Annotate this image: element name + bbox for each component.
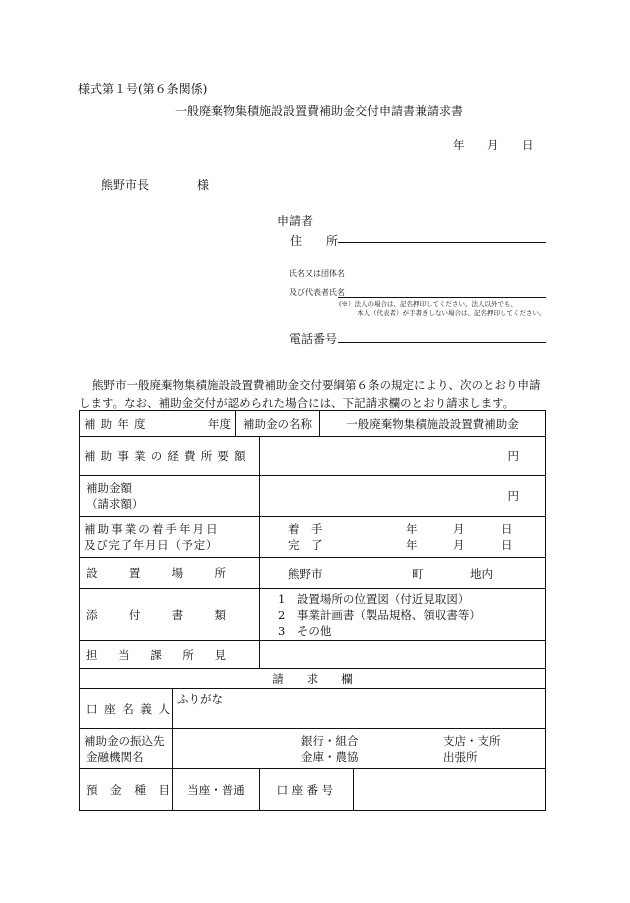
attachment-item-3: 3 その他: [278, 623, 332, 638]
deposit-type-value[interactable]: 当座・普通: [173, 769, 260, 811]
date-year: 年: [453, 138, 465, 152]
subsidy-name-label: 補助金の名称: [236, 411, 320, 437]
address-label: 住 所: [290, 234, 339, 248]
opinion-label: 担 当 課 所 見: [80, 641, 260, 669]
row-account-holder: [80, 689, 546, 729]
name-label-2: 及び代表者氏名: [289, 288, 345, 297]
subsidy-name-value: 一般廃棄物集積施設設置費補助金: [320, 411, 546, 437]
bank-label: [80, 729, 173, 769]
period-label-1: 補助事業の着手年月日: [84, 522, 220, 536]
location-area: 地内: [470, 567, 494, 581]
end-day: 日: [501, 538, 513, 552]
period-value-cell[interactable]: [260, 517, 546, 558]
branch-type-1: 支店・支所: [443, 734, 501, 748]
amount-label: [80, 476, 260, 517]
addressee-name: 熊野市長: [101, 178, 150, 192]
name-label-1: 氏名又は団体名: [289, 269, 345, 278]
addressee-honorific: 様: [197, 178, 210, 192]
intro-line-2: します。なお、補助金交付が認められた場合には、下記請求欄のとおり請求します。: [79, 396, 515, 410]
bank-type-2: 金庫・農協: [301, 750, 359, 764]
applicant-heading: 申請者: [277, 214, 314, 228]
start-day: 日: [501, 522, 513, 536]
row-fiscal-year: [80, 411, 546, 437]
period-label-2: 及び完了年月日（予定）: [84, 538, 219, 552]
account-holder-label: 口 座 名 義 人: [80, 689, 173, 729]
amount-label-2: （請求額）: [86, 497, 144, 511]
row-cost: [80, 437, 546, 476]
location-town: 町: [412, 567, 424, 581]
start-year: 年: [406, 522, 418, 536]
branch-type-2: 出張所: [443, 750, 478, 764]
row-opinion: [80, 641, 546, 669]
bank-type-1: 銀行・組合: [301, 734, 359, 748]
date-month: 月: [487, 138, 499, 152]
fiscal-year-suffix: 年度: [208, 417, 232, 431]
row-deposit: [80, 769, 546, 811]
amount-label-1: 補助金額: [86, 481, 132, 495]
phone-label: 電話番号: [289, 332, 338, 346]
row-period: [80, 517, 546, 558]
attachments-list: [260, 589, 546, 641]
location-city: 熊野市: [288, 567, 323, 581]
attachment-item-1: 1 設置場所の位置図（付近見取図）: [278, 591, 470, 606]
application-table: [79, 410, 546, 811]
account-number-label: 口座番号: [260, 769, 354, 811]
bank-label-1: 補助金の振込先: [84, 733, 165, 748]
row-location: [80, 558, 546, 589]
start-month: 月: [453, 522, 465, 536]
bank-label-2: 金融機関名: [86, 749, 144, 764]
name-note-2: 本人（代表者）が手書きしない場合は、記名押印してください。: [357, 309, 546, 317]
name-note-1: (※）法人の場合は、記名押印してください。法人以外でも、: [339, 300, 518, 308]
cost-value-cell[interactable]: [260, 437, 546, 476]
period-label: [80, 517, 260, 558]
furigana-label: ふりがな: [177, 692, 223, 706]
account-holder-value-cell[interactable]: [173, 689, 546, 729]
amount-value-cell[interactable]: [260, 476, 546, 517]
phone-line[interactable]: [338, 342, 546, 343]
row-bank: [80, 729, 546, 769]
attachments-label: 添 付 書 類: [80, 589, 260, 641]
end-month: 月: [453, 538, 465, 552]
bank-value-cell[interactable]: [173, 729, 546, 769]
start-label: 着 手: [288, 522, 323, 536]
fiscal-year-label: 補助年度 年度: [80, 411, 236, 437]
row-amount: [80, 476, 546, 517]
cost-label: 補助事業の経費所要額: [80, 437, 260, 476]
location-label: 設 置 場 所: [80, 558, 260, 589]
opinion-value-cell[interactable]: [260, 641, 546, 669]
document-title: 一般廃棄物集積施設設置費補助金交付申請書兼請求書: [175, 104, 464, 118]
deposit-type-label: 預 金 種 目: [80, 769, 173, 811]
end-label: 完 了: [288, 538, 323, 552]
form-number: 様式第１号(第６条関係): [78, 82, 208, 96]
location-value-cell[interactable]: [260, 558, 546, 589]
claim-heading: 請 求 欄: [80, 669, 546, 689]
address-line[interactable]: [338, 242, 546, 243]
end-year: 年: [406, 538, 418, 552]
name-line[interactable]: [338, 297, 546, 298]
cost-yen: 円: [507, 449, 520, 463]
row-claim-heading: [80, 669, 546, 689]
date-day: 日: [522, 138, 534, 152]
row-attachments: [80, 589, 546, 641]
account-number-value-cell[interactable]: [354, 769, 546, 811]
amount-yen: 円: [507, 489, 520, 503]
attachment-item-2: 2 事業計画書（製品規格、領収書等）: [278, 607, 481, 622]
intro-line-1: 熊野市一般廃棄物集積施設設置費補助金交付要綱第６条の規定により、次のとおり申請: [92, 378, 541, 392]
